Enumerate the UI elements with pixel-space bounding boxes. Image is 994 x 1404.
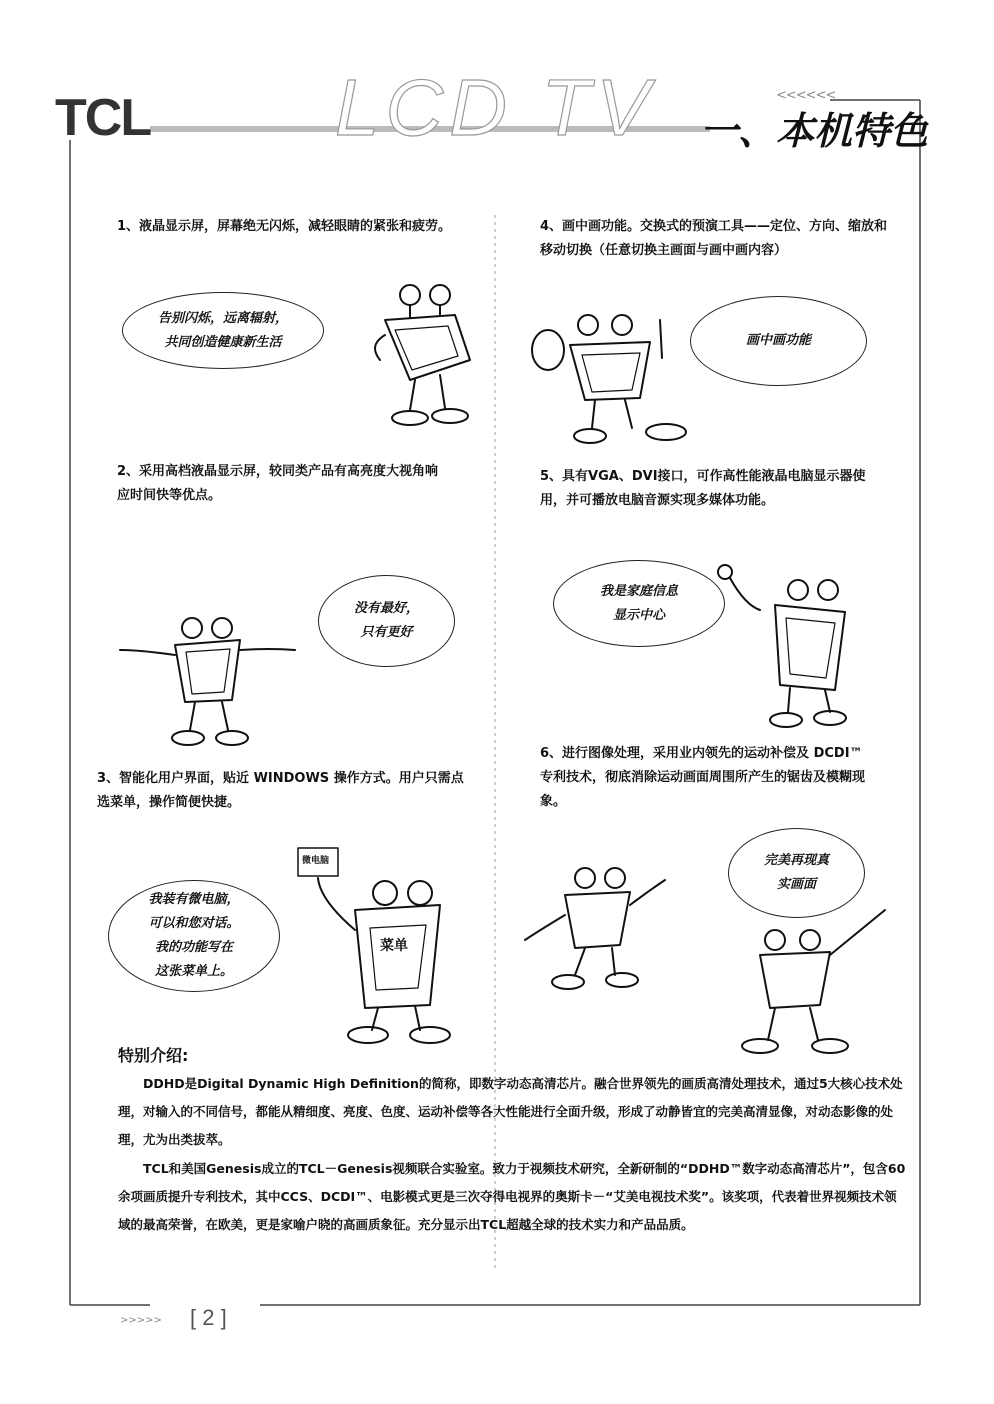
feature-1-bubble: 告别闪烁，远离辐射， 共同创造健康新生活	[122, 292, 324, 369]
intro-paragraph-1: DDHD是Digital Dynamic High Definition的简称，即数字动态高清芯片。融合世界领先的画质高清处理技术，通过5大核心技术处理，对输入的不同信号，都能从精细度、亮度、色度、运动补偿等各大性能进行全面升级，形成了动静皆宜的完美高清显像，对动态影像的处理，尤为出类拔萃。	[118, 1076, 903, 1147]
page-number: [ 2 ]	[190, 1305, 227, 1330]
footer-chevrons: >>>>>	[120, 1315, 162, 1326]
header-chevrons: <<<<<<	[776, 88, 836, 103]
feature-4-bubble: 画中画功能	[690, 296, 867, 386]
feature-5-text: 5、具有VGA、DVI接口，可作高性能液晶电脑显示器使用，并可播放电脑音源实现多媒体功能。	[540, 469, 866, 508]
tv-character-1	[375, 285, 470, 425]
tv-character-6b	[742, 910, 885, 1053]
tv-character-2	[120, 618, 295, 745]
feature-3-bubble: 我装有微电脑， 可以和您对话。 我的功能写在 这张菜单上。	[108, 880, 280, 992]
feature-1-text: 1、液晶显示屏，屏幕绝无闪烁，减轻眼睛的紧张和疲劳。	[117, 219, 452, 234]
intro-paragraph-2: TCL和美国Genesis成立的TCL－Genesis视频联合实验室。致力于视频技术研究，全新研制的“DDHD™数字动态高清芯片”，包含60余项画质提升专利技术，其中CCS、DCDI™、电影模式更是三次夺得电视界的奥斯卡－“艾美电视技术奖”。该奖项，代表着世界视频技术领域的最高荣誉，在欧美，更是家喻户晓的高画质象征。充分显示出TCL超越全球的技术实力和产品品质。	[118, 1161, 906, 1232]
feature-3-text: 3、智能化用户界面，贴近 WINDOWS 操作方式。用户只需点选菜单，操作简便快捷。	[97, 771, 464, 810]
feature-6-bubble: 完美再现真 实画面	[728, 828, 865, 918]
tv-character-5	[718, 565, 846, 727]
feature-2-bubble: 没有最好， 只有更好	[318, 575, 455, 667]
brand-logo: TCL	[55, 89, 151, 147]
intro-heading: 特别介绍:	[118, 1046, 189, 1065]
feature-5-bubble: 我是家庭信息 显示中心	[553, 560, 725, 647]
lcd-tv-watermark: LCD TV	[335, 63, 656, 152]
feature-2-text: 2、采用高档液晶显示屏，较同类产品有高亮度大视角响应时间快等优点。	[117, 464, 439, 503]
menu-label: 菜单	[380, 938, 408, 954]
tv-character-4	[532, 315, 686, 443]
page-title: 一、本机特色	[700, 109, 929, 153]
feature-4-text: 4、画中画功能。交换式的预演工具——定位、方向、缩放和移动切换（任意切换主画面与画中画内容）	[540, 219, 888, 258]
feature-6-text: 6、进行图像处理，采用业内领先的运动补偿及 DCDI™ 专利技术，彻底消除运动画面周围所产生的锯齿及模糊现象。	[540, 746, 866, 809]
tv-character-3	[298, 848, 450, 1043]
card-label: 微电脑	[302, 856, 330, 866]
tv-character-6a	[525, 868, 665, 989]
